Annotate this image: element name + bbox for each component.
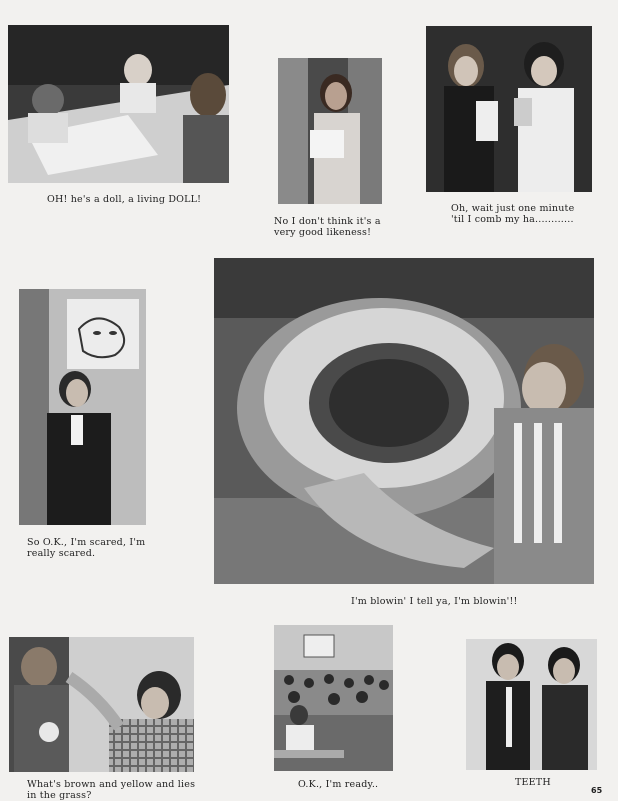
photo-tuba-player xyxy=(214,258,594,584)
caption-blowin: I'm blowin' I tell ya, I'm blowin'!! xyxy=(351,596,518,607)
caption-doll: OH! he's a doll, a living DOLL! xyxy=(47,194,202,205)
caption-comb: Oh, wait just one minute 'til I comb my ha............ xyxy=(451,203,575,225)
photo-classroom-ready xyxy=(274,625,393,771)
photo-girls-at-table xyxy=(8,25,229,183)
caption-scared: So O.K., I'm scared, I'm really scared. xyxy=(27,537,146,559)
caption-brown-yellow: What's brown and yellow and lies in the grass? xyxy=(27,779,196,801)
photo-two-girls-comb xyxy=(426,26,592,192)
photo-boy-scared xyxy=(19,289,146,525)
photo-teeth-girls xyxy=(466,639,597,770)
caption-ready: O.K., I'm ready.. xyxy=(298,779,379,790)
photo-boys-brown-yellow xyxy=(9,637,194,772)
caption-likeness: No I don't think it's a very good likeness! xyxy=(274,216,381,238)
page-number: 65 xyxy=(591,786,603,795)
photo-girl-with-books xyxy=(278,58,382,204)
caption-teeth: TEETH xyxy=(515,777,551,788)
